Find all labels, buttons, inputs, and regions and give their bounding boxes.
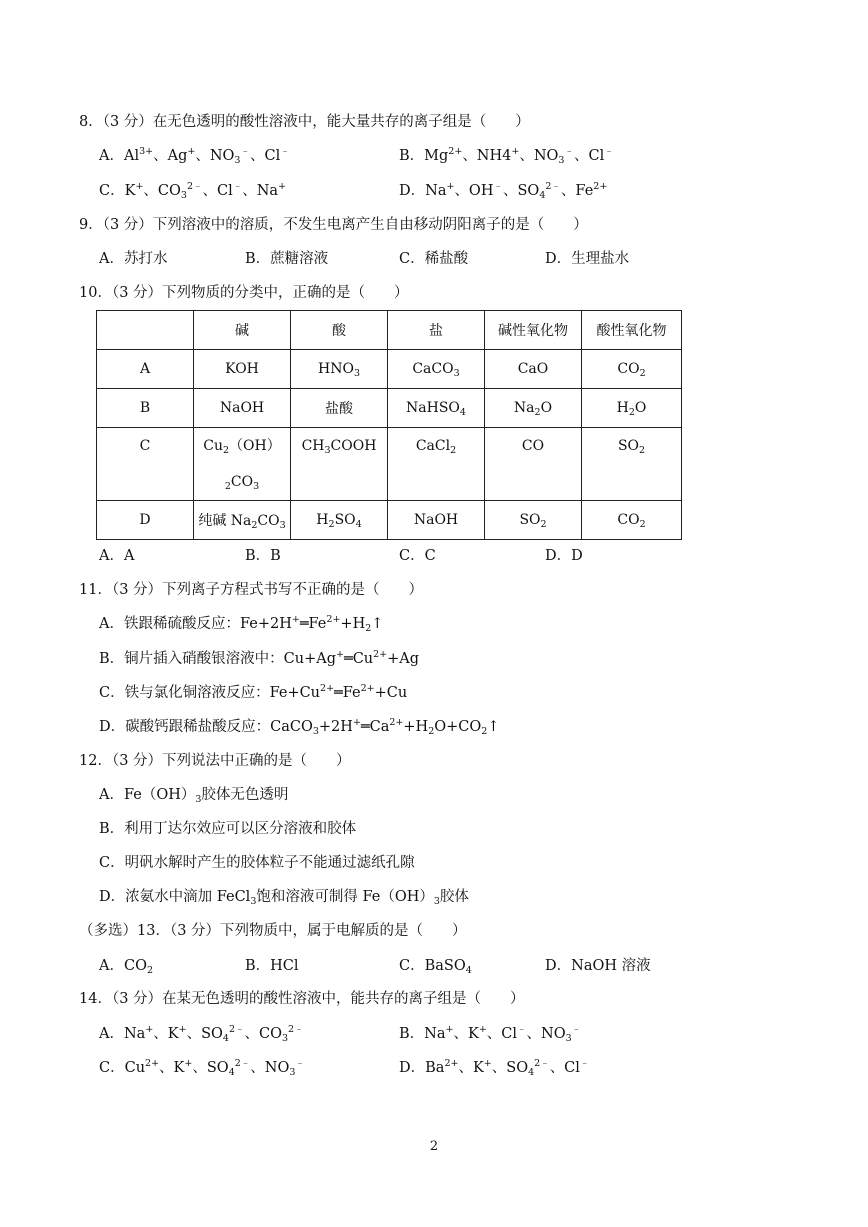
q14-option-d[interactable]: D．$Ba^{2+}$、K+、$SO_4^{2﹣}$、Cl﹣ [399,1058,590,1078]
row-label: D [97,501,194,540]
cell-basic-oxide: CaO [485,350,582,389]
cell-acidic-oxide: $H_2O$ [582,389,682,428]
q10-option-b[interactable]: B．B [245,548,281,564]
cell-salt: CaCO$_3$ [388,350,485,389]
table-header-cell [97,311,194,350]
row-label: A [97,350,194,389]
table-row [97,350,682,389]
table-header-cell: 盐 [388,311,485,350]
cell-salt: CaCl$_2$ [388,428,485,501]
q8-stem: 8．（3 分）在无色透明的酸性溶液中，能大量共存的离子组是（ ） [79,114,530,130]
cell-base: 纯碱 $Na_2CO_3$ [194,501,291,540]
cell-basic-oxide: $Na_2O$ [485,389,582,428]
q9-option-a[interactable]: A．苏打水 [99,251,168,267]
cell-acid: $CH_3COOH$ [291,428,388,501]
cell-basic-oxide: CO [485,428,582,501]
q8-option-b[interactable]: B．$Mg^{2+}$、NH4+、$NO_3^﹣$、Cl﹣ [399,146,614,166]
cell-base: KOH [194,350,291,389]
q13-option-b[interactable]: B．HCl [245,958,299,974]
table-row [97,389,682,428]
q11-option-b[interactable]: B．铜片插入硝酸银溶液中：$Cu+Ag^+═Cu^{2+}+Ag$ [99,649,420,667]
cell-acidic-oxide: $SO_2$ [582,428,682,501]
q10-stem: 10．（3 分）下列物质的分类中，正确的是（ ） [79,285,409,301]
q9-stem: 9．（3 分）下列溶液中的溶质，不发生电离产生自由移动阴阳离子的是（ ） [79,217,588,233]
q14-stem: 14．（3 分）在某无色透明的酸性溶液中，能共存的离子组是（ ） [79,991,525,1007]
table-header-cell: 碱 [194,311,291,350]
cell-salt: NaOH [388,501,485,540]
q12-option-d[interactable]: D．浓氨水中滴加 FeCl$_3$饱和溶液可制得 $Fe(OH)_3$胶体 [99,889,469,907]
q9-option-d[interactable]: D．生理盐水 [545,251,630,267]
q11-option-c[interactable]: C．铁与氯化铜溶液反应：$Fe+Cu^{2+}═Fe^{2+}+Cu$ [99,683,408,701]
q10-option-a[interactable]: A．A [99,548,135,564]
q14-option-b[interactable]: B．Na+、K+、Cl﹣、$NO_3^﹣$ [399,1024,582,1044]
cell-acid: 盐酸 [291,389,388,428]
row-label: C [97,428,194,501]
cell-salt: NaHSO$_4$ [388,389,485,428]
cell-acidic-oxide: $CO_2$ [582,350,682,389]
table-header-row [97,311,682,350]
q8-option-d[interactable]: D．Na+、OH﹣、$SO_4^{2﹣}$、$Fe^{2+}$ [399,181,608,201]
q11-stem: 11．（3 分）下列离子方程式书写不正确的是（ ） [79,582,424,598]
q12-option-b[interactable]: B．利用丁达尔效应可以区分溶液和胶体 [99,821,357,837]
page-number: 2 [429,1139,439,1154]
cell-acidic-oxide: $CO_2$ [582,501,682,540]
cell-base: $Cu_2(OH)$ $_2CO_3$ [194,428,291,501]
q13-option-a[interactable]: A．$CO_2$ [99,958,154,976]
q12-option-a[interactable]: A．$Fe(OH)_3$胶体无色透明 [99,787,289,805]
q9-option-b[interactable]: B．蔗糖溶液 [245,251,329,267]
q10-option-c[interactable]: C．C [399,548,436,564]
table-header-cell: 碱性氧化物 [485,311,582,350]
q8-option-a[interactable]: A．$Al^{3+}$、Ag+、$NO_3^﹣$、Cl﹣ [99,146,290,166]
cell-base: NaOH [194,389,291,428]
classification-table [96,310,682,540]
q12-option-c[interactable]: C．明矾水解时产生的胶体粒子不能通过滤纸孔隙 [99,855,415,871]
q12-stem: 12．（3 分）下列说法中正确的是（ ） [79,753,351,769]
cell-acid: $HNO_3$ [291,350,388,389]
q14-option-c[interactable]: C．$Cu^{2+}$、K+、$SO_4^{2﹣}$、$NO_3^﹣$ [99,1058,305,1078]
table-row [97,428,682,501]
q14-option-a[interactable]: A．Na+、K+、$SO_4^{2﹣}$、$CO_3^{2﹣}$ [99,1024,304,1044]
table-header-cell: 酸性氧化物 [582,311,682,350]
q11-option-a[interactable]: A．铁跟稀硫酸反应：$Fe+2H^+═Fe^{2+}+H_2↑$ [99,614,384,634]
q9-option-c[interactable]: C．稀盐酸 [399,251,469,267]
q10-option-d[interactable]: D．D [545,548,583,564]
q13-option-c[interactable]: C．BaSO$_4$ [399,958,472,976]
cell-acid: $H_2SO_4$ [291,501,388,540]
q11-option-d[interactable]: D．碳酸钙跟稀盐酸反应：$CaCO_3+2H^+═Ca^{2+}+H_2O+CO_2↑$ [99,717,500,737]
table-header-cell: 酸 [291,311,388,350]
table-row [97,501,682,540]
cell-basic-oxide: $SO_2$ [485,501,582,540]
q13-option-d[interactable]: D．NaOH 溶液 [545,958,651,974]
q8-option-c[interactable]: C．K+、$CO_3^{2﹣}$、Cl﹣、Na+ [99,181,287,201]
q13-stem: （多选）13．（3 分）下列物质中，属于电解质的是（ ） [79,923,467,939]
row-label: B [97,389,194,428]
